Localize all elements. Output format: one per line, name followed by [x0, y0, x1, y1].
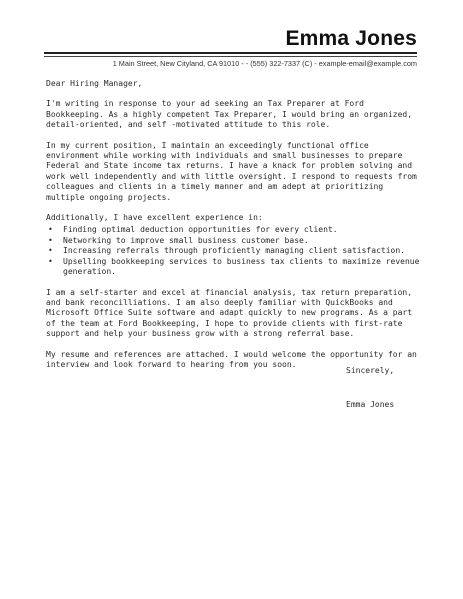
list-item-text: Networking to improve small business customer base. [63, 235, 309, 245]
bullet-icon: • [48, 235, 53, 245]
experience-paragraph: In my current position, I maintain an exceedingly functional office environment while working with individuals and small businesses to prepare Federal and State income tax returns. I have a knack for problem solving and work well independently and with little oversight. I respond to requests from colleagues and clients in a timely manner and am adept at prioritizing multiple ongoing projects. [46, 140, 417, 202]
list-item [46, 257, 426, 278]
list-item-text: Increasing referrals through proficiently managing client satisfaction. [63, 246, 405, 256]
letter-body [46, 79, 426, 380]
list-item [46, 246, 426, 256]
header-rule-thick [44, 52, 417, 54]
closing-paragraph: My resume and references are attached. I would welcome the opportunity for an interview and look forward to hearing from you soon. [46, 349, 417, 369]
salutation: Dear Hiring Manager, [46, 79, 143, 88]
skills-intro-paragraph: Additionally, I have excellent experience in: [46, 213, 263, 223]
skills-list [46, 225, 426, 277]
list-item [46, 225, 426, 235]
bullet-icon: • [48, 225, 53, 235]
sender-name: Emma Jones [285, 27, 417, 50]
bullet-icon: • [48, 246, 53, 256]
signature-name: Emma Jones [346, 400, 395, 409]
list-item-text: Upselling bookkeeping services to business tax clients to maximize revenue generation. [63, 256, 420, 277]
list-item [46, 236, 426, 246]
qualifications-paragraph: I am a self-starter and excel at financial analysis, tax return preparation, and bank reconcilliations. I am also deeply familiar with QuickBooks and Microsoft Office Suite software and adapt quickly to new programs. As a part of the team at Ford Bookkeeping, I hope to provide clients with first-rate support and help your business grow with a strong referral base. [46, 287, 413, 339]
header-rule-thin [44, 56, 417, 57]
contact-line: 1 Main Street, New Cityland, CA 91010 - - (555) 322-7337 (C) - example-email@example.com [112, 59, 417, 68]
closing: Sincerely, [346, 366, 395, 375]
bullet-icon: • [48, 256, 53, 266]
intro-paragraph: I'm writing in response to your ad seeking an Tax Preparer at Ford Bookkeeping. As a highly competent Tax Preparer, I would bring an organized, detail-oriented, and self -motivated attitude to this role. [46, 99, 413, 130]
list-item-text: Finding optimal deduction opportunities for every client. [63, 225, 338, 235]
